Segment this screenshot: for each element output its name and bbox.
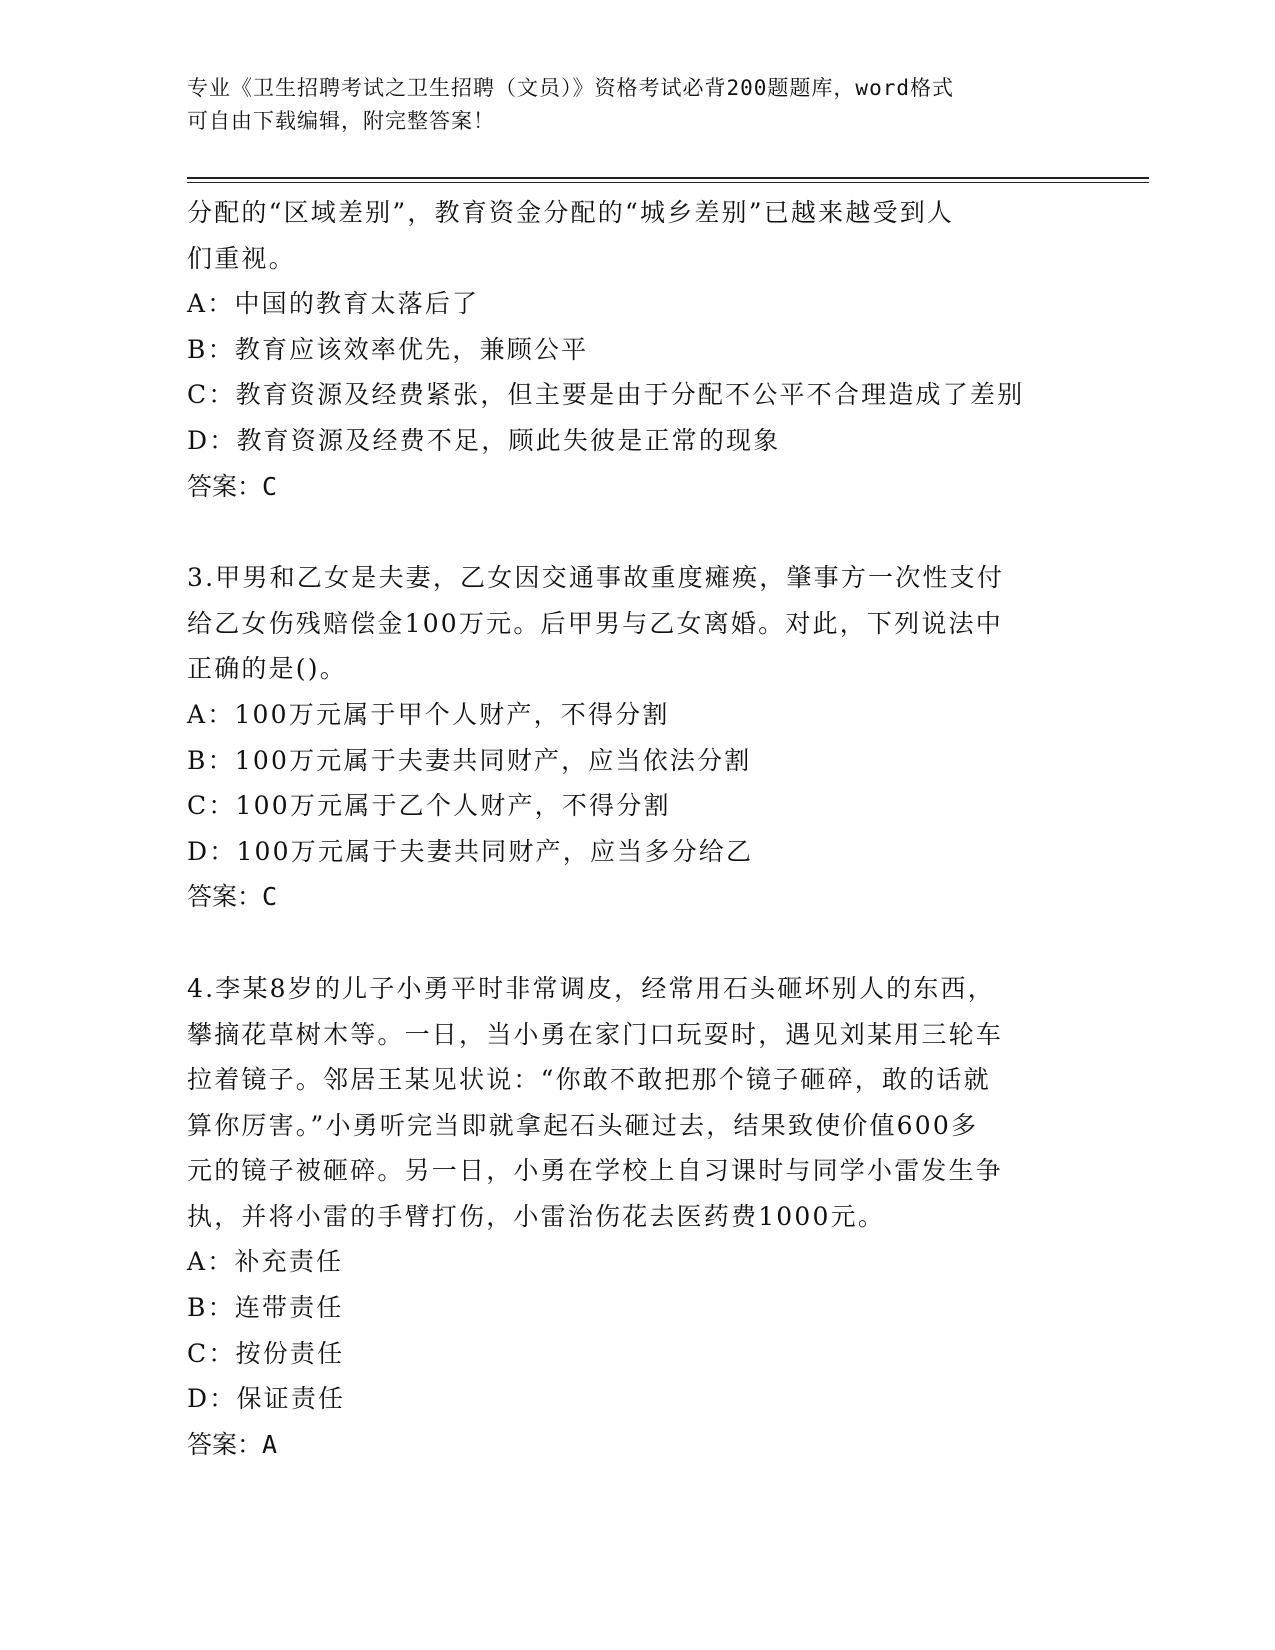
- answer: 答案：C: [187, 882, 278, 912]
- question-stem-line: 攀摘花草树木等。一日，当小勇在家门口玩耍时，遇见刘某用三轮车: [187, 1019, 1004, 1049]
- question-2: [187, 190, 1087, 509]
- question-3: [187, 555, 1087, 920]
- option-d: D：100万元属于夫妻共同财产，应当多分给乙: [187, 836, 754, 866]
- question-stem-line: 们重视。: [187, 243, 296, 273]
- question-4: [187, 966, 1087, 1468]
- question-stem-line: 正确的是()。: [187, 654, 347, 684]
- option-c: C：100万元属于乙个人财产，不得分割: [187, 791, 671, 821]
- option-b: B：教育应该效率优先，兼顾公平: [187, 334, 589, 364]
- question-stem-line: 3.甲男和乙女是夫妻，乙女因交通事故重度瘫痪，肇事方一次性支付: [187, 563, 1005, 593]
- option-b: B：连带责任: [187, 1293, 344, 1323]
- option-a: A：100万元属于甲个人财产，不得分割: [187, 699, 670, 729]
- answer: 答案：C: [187, 471, 278, 501]
- option-b: B：100万元属于夫妻共同财产，应当依法分割: [187, 745, 752, 775]
- header-divider-thin: [187, 182, 1149, 183]
- option-d: D：教育资源及经费不足，顾此失彼是正常的现象: [187, 425, 781, 455]
- option-d: D：保证责任: [187, 1384, 346, 1414]
- question-stem-line: 执，并将小雷的手臂打伤，小雷治伤花去医药费1000元。: [187, 1201, 886, 1231]
- question-stem-line: 元的镜子被砸碎。另一日，小勇在学校上自习课时与同学小雷发生争: [187, 1156, 1004, 1186]
- question-stem-line: 分配的“区域差别”，教育资金分配的“城乡差别”已越来越受到人: [187, 198, 955, 227]
- option-a: A：补充责任: [187, 1247, 344, 1277]
- document-header: [187, 72, 1067, 138]
- header-divider-thick: [187, 177, 1149, 179]
- option-c: C：按份责任: [187, 1338, 345, 1368]
- header-line-2: 可自由下载编辑，附完整答案！: [187, 109, 495, 133]
- option-a: A：中国的教育太落后了: [187, 289, 480, 319]
- question-stem-line: 拉着镜子。邻居王某见状说：“你敢不敢把那个镜子砸碎，敢的话就: [187, 1065, 991, 1095]
- option-c: C：教育资源及经费紧张，但主要是由于分配不公平不合理造成了差别: [187, 380, 1025, 410]
- question-list: [187, 190, 1087, 1467]
- question-stem-line: 给乙女伤残赔偿金100万元。后甲男与乙女离婚。对此，下列说法中: [187, 608, 1003, 638]
- question-stem-line: 4.李某8岁的儿子小勇平时非常调皮，经常用石头砸坏别人的东西，: [187, 973, 995, 1003]
- question-stem-line: 算你厉害。”小勇听完当即就拿起石头砸过去，结果致使价值600多: [187, 1110, 979, 1140]
- header-line-1: 专业《卫生招聘考试之卫生招聘（文员）》资格考试必背200题题库，word格式: [187, 76, 954, 100]
- answer: 答案：A: [187, 1429, 278, 1459]
